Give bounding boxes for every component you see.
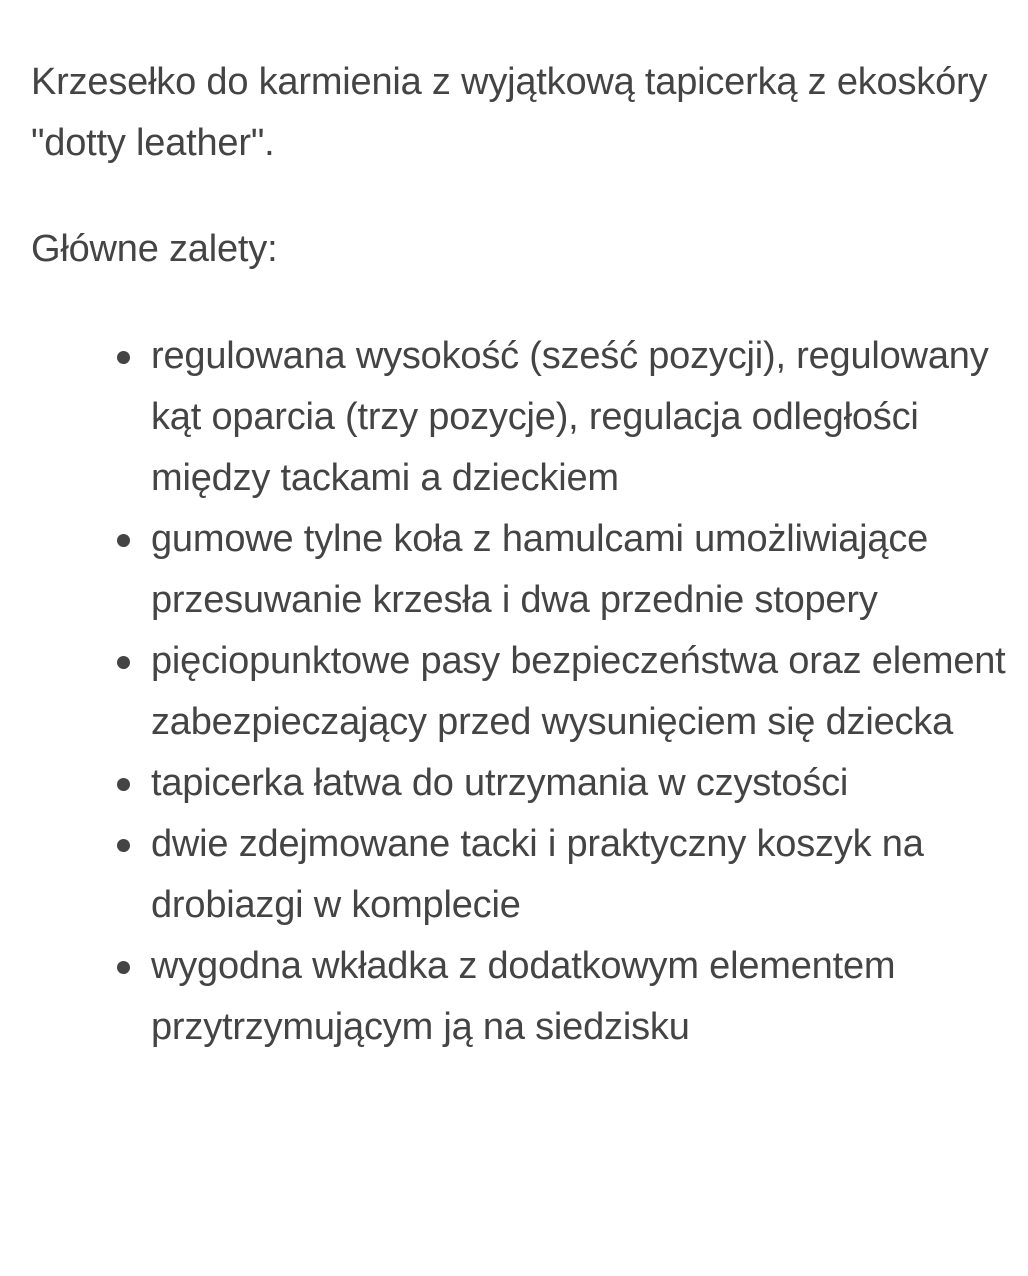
list-item-text: pięciopunktowe pasy bezpieczeństwa oraz element zabezpieczający przed wysunięciem się dziecka (151, 640, 1006, 743)
list-item-text: tapicerka łatwa do utrzymania w czystości (151, 762, 849, 804)
list-item (151, 631, 1018, 753)
features-list (31, 326, 1018, 1058)
list-item (151, 326, 1018, 509)
list-item (151, 936, 1018, 1058)
list-item (151, 753, 1018, 814)
list-item-text: regulowana wysokość (sześć pozycji), regulowany kąt oparcia (trzy pozycje), regulacja odległości między tackami a dzieckiem (151, 335, 989, 499)
bullet-dot-icon (117, 961, 130, 974)
bullet-dot-icon (117, 778, 130, 791)
list-item-text: dwie zdejmowane tacki i praktyczny koszyk na drobiazgi w komplecie (151, 823, 924, 926)
bullet-dot-icon (117, 839, 130, 852)
bullet-dot-icon (117, 656, 130, 669)
list-item-text: wygodna wkładka z dodatkowym elementem przytrzymującym ją na siedzisku (151, 945, 896, 1048)
list-item (151, 509, 1018, 631)
list-item (151, 814, 1018, 936)
bullet-dot-icon (117, 351, 130, 364)
features-heading: Główne zalety: (31, 228, 278, 270)
bullet-dot-icon (117, 534, 130, 547)
intro-paragraph: Krzesełko do karmienia z wyjątkową tapicerką z ekoskóry "dotty leather". (31, 61, 988, 164)
list-item-text: gumowe tylne koła z hamulcami umożliwiające przesuwanie krzesła i dwa przednie stopery (151, 518, 929, 621)
